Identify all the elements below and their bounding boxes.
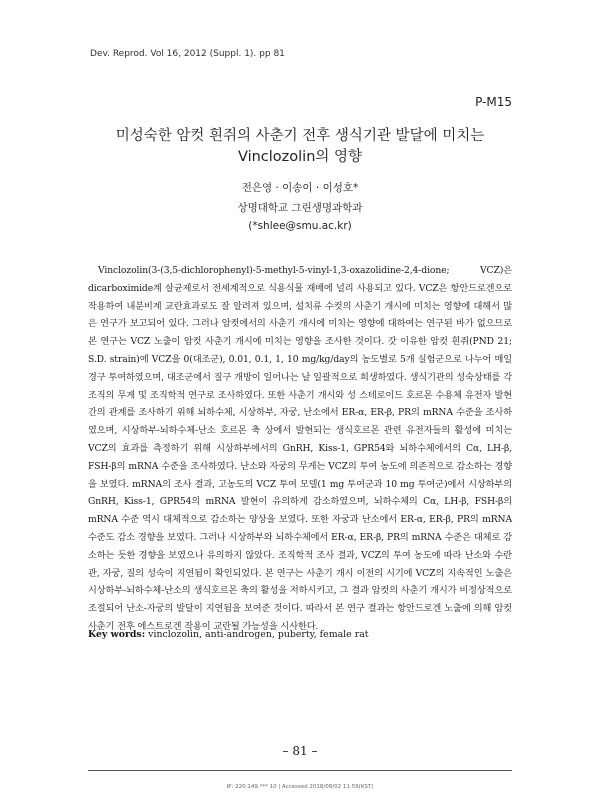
abstract-code: P-M15 [475,95,512,109]
keywords-text: vinclozolin, anti-androgen, puberty, female rat [148,629,369,640]
page-number: – 81 – [282,744,318,758]
title-line-2: Vinclozolin의 영향 [237,149,363,165]
keywords-label: Key words: [88,629,146,640]
title-line-1: 미성숙한 암컷 흰쥐의 사춘기 전후 생식기관 발달에 미치는 [115,128,485,144]
authors: 전은영 · 이송이 · 이성호* [241,182,359,194]
journal-reference: Dev. Reprod. Vol 16, 2012 (Suppl. 1). pp 81 [90,49,285,59]
corresponding-email: (*shlee@smu.ac.kr) [248,220,352,232]
abstract-body: Vinclozolin(3-(3,5-dichlorophenyl)-5-methyl-5-vinyl-1,3-oxazolidine-2,4-dione; VCZ)은 dicarboximide계 살균제로서 전세계적으로 식용식물 재배에 널리 사용되고 있다. VCZ은 항안드로겐으로 작용하여 내분비계 교란효과로도 잘 알려져 있으며, 설치류 수컷의 사춘기 개시에 미치는 영향에 대해서 많은 연구가 보고되어 있다. 그러나 암컷에서의 사춘기 개시에 미치는 영향에 대하여는 연구된 바가 없으므로 본 연구는 VCZ 노출이 암컷 사춘기 개시에 미치는 영향을 조사한 것이다. 갓 이유한 암컷 흰쥐(PND 21; S.D. strain)에 VCZ을 0(대조군), 0.01, 0.1, 1, 10 mg/kg/day의 농도별로 5개 실험군으로 나누어 매일 경구 투여하였으며, 대조군에서 질구 개방이 일어나는 날 일괄적으로 희생하였다. 생식기관의 성숙상태를 각 조직의 무게 및 조직학적 연구로 조사하였다. 또한 사춘기 개시와 성 스테로이드 호르몬 수용체 유전자 발현간의 관계를 조사하기 위해 뇌하수체, 시상하부, 자궁, 난소에서 ER-α, ER-β, PR의 mRNA 수준을 조사하였으며, 시상하부-뇌하수체-난소 호르몬 축 상에서 발현되는 생식호르몬 관련 유전자들의 활성에 미치는 VCZ의 효과를 측정하기 위해 시상하부에서의 GnRH, Kiss-1, GPR54와 뇌하수체에서의 Cα, LH-β, FSH-β의 mRNA 수준을 조사하였다. 난소와 자궁의 무게는 VCZ의 투여 농도에 의존적으로 감소하는 경향을 보였다. mRNA의 조사 결과, 고농도의 VCZ 투여 모델(1 mg 투여군과 10 mg 투여군)에서 시상하부의 GnRH, Kiss-1, GPR54의 mRNA 발현이 유의하게 감소하였으며, 뇌하수체의 Cα, LH-β, FSH-β의 mRNA 수준 역시 대체적으로 감소하는 양상을 보였다. 또한 자궁과 난소에서 ER-α, ER-β, PR의 mRNA 수준도 감소 경향을 보였다. 그러나 시상하부와 뇌하수체에서 ER-α, ER-β, PR의 mRNA 수준은 대체로 감소하는 듯한 경향을 보였으나 유의하지 않았다. 조직학적 조사 결과, VCZ의 투여 농도에 따라 난소와 수란관, 자궁, 질의 성숙이 지연됨이 확인되었다. 본 연구는 사춘기 개시 이전의 시기에 VCZ의 지속적인 노출은 시상하부-뇌하수체-난소의 생식호르몬 축의 활성을 저하시키고, 그 결과 암컷의 사춘기 개시가 비정상적으로 조절되어 난소-자궁의 발달이 지연됨을 보여준 것이다. 따라서 본 연구 결과는 항안드로겐 노출에 의해 암컷 사춘기 전후 에스트로겐 작용이 교란될 가능성을 시사한다. [88,265,512,632]
keywords [88,629,512,640]
footer-access-info: IP: 220.149.*** 10 | Accessed 2018/08/02 11:59(KST) [226,784,374,790]
affiliation: 상명대학교 그린생명과학과 [237,202,363,214]
footer-divider [88,770,512,771]
